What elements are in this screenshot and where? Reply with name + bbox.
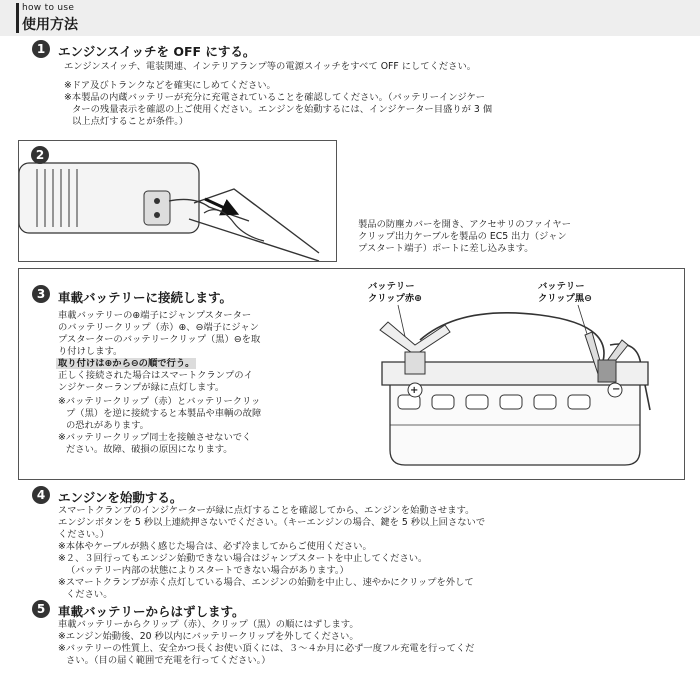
step-1-line: ※ドア及びトランクなどを確実にしめてください。 (64, 80, 276, 91)
step-4-badge: 4 (32, 486, 50, 504)
label-black-clip-1: バッテリー (538, 281, 585, 292)
step-3-highlight (56, 358, 196, 371)
label-red-clip-2: クリップ赤⊕ (368, 293, 422, 304)
step-4-line: ※スマートクランプが赤く点灯している場合、エンジンの始動を中止し、速やかにクリップを外して (58, 577, 474, 588)
step-5-line: 車載バッテリーからクリップ（赤）、クリップ（黒）の順にはずします。 (58, 619, 359, 630)
step-5-badge: 5 (32, 600, 50, 618)
step-2-line: 製品の防塵カバーを開き、アクセサリのファイヤー (358, 219, 571, 230)
header-accent-bar (16, 3, 19, 33)
step-3-line: のバッテリークリップ（赤）⊕、⊖端子にジャン (58, 322, 259, 333)
step-1-line: エンジンスイッチ、電装関連、インテリアランプ等の電源スイッチをすべて OFF にしてください。 (64, 61, 477, 72)
step-3-warning: ※バッテリークリップ同士を接触させないでく (58, 432, 252, 443)
battery-illustration (360, 300, 680, 475)
step-5-line: さい。（目の届く範囲で充電を行ってください。） (66, 655, 271, 666)
step-3-line: プスターターのバッテリークリップ（黒）⊖を取 (58, 334, 261, 345)
step-4-line: （バッテリー内部の状態によりスタートできない場合があります。） (66, 565, 349, 576)
step-4-line: ※本体やケーブルが熱く感じた場合は、必ず冷ましてからご使用ください。 (58, 541, 372, 552)
step-4-heading: エンジンを始動する。 (58, 490, 183, 505)
step-5-heading: 車載バッテリーからはずします。 (58, 604, 245, 619)
step-3-warning: プ（黒）を逆に接続すると本製品や車輌の故障 (66, 408, 262, 419)
step-3-heading: 車載バッテリーに接続します。 (58, 290, 233, 305)
step-1-badge: 1 (32, 40, 50, 58)
step-1-heading: エンジンスイッチを OFF にする。 (58, 44, 256, 59)
jump-starter-plug-illustration (19, 141, 336, 261)
step-5-line: ※エンジン始動後、20 秒以内にバッテリークリップを外してください。 (58, 631, 359, 642)
step-1-line: ターの残量表示を確認の上ご使用ください。エンジンを始動するには、インジケーター目盛りが 3 個 (72, 104, 493, 115)
step-2-illustration-box (18, 140, 337, 262)
page-title: 使用方法 (22, 17, 78, 33)
header-subtitle: how to use (22, 3, 75, 13)
step-3-highlight-text: 取り付けは⊕から⊖の順で行う。 (58, 358, 195, 369)
step-3-warning: ※バッテリークリップ（赤）とバッテリークリッ (58, 396, 261, 407)
step-4-line: ください。 (66, 589, 113, 600)
terminal-plus-label: + (410, 385, 419, 396)
step-3-badge: 3 (32, 285, 50, 303)
step-3-line: ンジケーターランプが緑に点灯します。 (58, 382, 225, 393)
step-4-line: ください。） (58, 529, 110, 540)
step-1-line: 以上点灯することが条件。） (72, 116, 189, 127)
step-3-warning: ださい。故障、破損の原因になります。 (66, 444, 233, 455)
label-black-clip-2: クリップ黒⊖ (538, 293, 592, 304)
step-2-line: プスタート端子）ポートに差し込みます。 (358, 243, 534, 254)
step-3-line: 正しく接続された場合はスマートクランプのイ (58, 370, 253, 381)
step-1-line: ※本製品の内蔵バッテリーが充分に充電されていることを確認してください。（バッテリーインジケー (64, 92, 486, 103)
label-red-clip-1: バッテリー (368, 281, 415, 292)
terminal-minus-label: − (612, 384, 621, 395)
step-3-line: り付けします。 (58, 346, 123, 357)
step-2-line: クリップ出力ケーブルを製品の EC5 出力（ジャン (358, 231, 567, 242)
step-5-line: ※バッテリーの性質上、安全かつ長くお使い頂くには、３～４か月に必ず一度フル充電を行ってくだ (58, 643, 475, 654)
page-header (0, 0, 700, 36)
step-4-line: スマートクランプのインジケーターが緑に点灯することを確認してから、エンジンを始動させます。 (58, 505, 475, 516)
step-3-line: 車載バッテリーの⊕端子にジャンプスターター (58, 310, 252, 321)
step-3-warning: の恐れがあります。 (66, 420, 149, 431)
step-4-line: エンジンボタンを 5 秒以上連続押さないでください。（キーエンジンの場合、鍵を 5 秒以上回さないで (58, 517, 486, 528)
step-4-line: ※２、３回行ってもエンジン始動できない場合はジャンプスタートを中止してください。 (58, 553, 428, 564)
step-2-badge: 2 (31, 146, 49, 164)
